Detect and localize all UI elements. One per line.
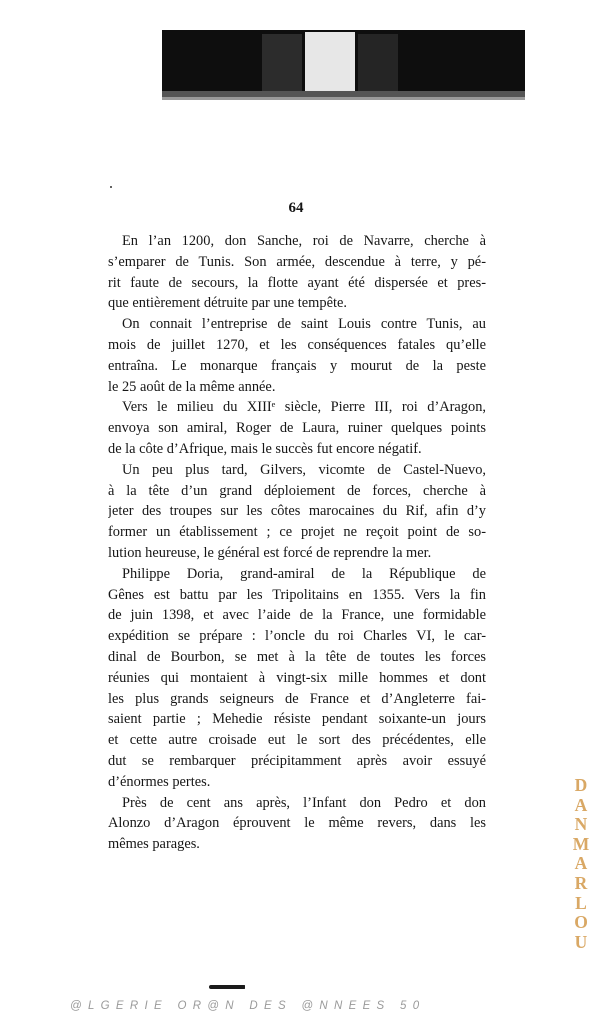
text-line: dut se rembarquer précipitamment après avoir essuyé bbox=[108, 752, 486, 769]
text-line: que entièrement détruite par une tempête. bbox=[108, 295, 347, 312]
text-line: réunies qui montaient à vingt-six mille hommes et dont bbox=[108, 669, 486, 686]
text-line: Près de cent ans après, l’Infant don Pedro et don bbox=[122, 794, 486, 811]
scan-strip-dark-left bbox=[262, 34, 302, 96]
stamp-letter: N bbox=[574, 814, 588, 835]
margin-watermark-stamp bbox=[571, 776, 591, 952]
scan-strip-light bbox=[305, 32, 355, 96]
stamp-letter: A bbox=[574, 853, 588, 874]
ink-dash-mark bbox=[209, 985, 245, 989]
stamp-letter: M bbox=[572, 833, 590, 854]
text-line: mois de juillet 1270, et les conséquences fatales qu’elle bbox=[108, 336, 486, 353]
text-line: En l’an 1200, don Sanche, roi de Navarre, cherche à bbox=[122, 233, 486, 249]
text-line: saient partie ; Mehedie résiste pendant soixante-un jours bbox=[108, 711, 486, 728]
text-line: le 25 août de la même année. bbox=[108, 378, 276, 395]
text-line: dinal de Bourbon, se met à la tête de toutes les forces bbox=[108, 648, 486, 665]
stamp-letter: O bbox=[574, 912, 588, 933]
text-line: On connait l’entreprise de saint Louis contre Tunis, au bbox=[122, 316, 486, 333]
body-text bbox=[108, 231, 486, 855]
stamp-letter: U bbox=[574, 931, 588, 952]
text-line: et cette autre croisade eut le sort des précédentes, elle bbox=[108, 732, 486, 749]
text-line: de la côte d’Afrique, mais le succès fut encore négatif. bbox=[108, 440, 422, 457]
text-line: lution heureuse, le général est forcé de reprendre la mer. bbox=[108, 544, 432, 561]
text-line: former un établissement ; ce projet ne reçoit point de so- bbox=[108, 524, 486, 541]
text-line: Alonzo d’Aragon éprouvent le même revers, dans les bbox=[108, 815, 486, 832]
text-line: jeter des troupes sur les côtes marocaines du Rif, afin d’y bbox=[108, 503, 486, 520]
ink-speck bbox=[110, 186, 112, 188]
text-line: les plus grands seigneurs de France et d’Angleterre fai- bbox=[108, 690, 486, 707]
text-line: Vers le milieu du XIIIᵉ siècle, Pierre III, roi d’Aragon, bbox=[122, 399, 486, 416]
stamp-letter: R bbox=[574, 872, 588, 893]
page-number: 64 bbox=[288, 200, 304, 216]
text-line: entraîna. Le monarque français y mourut de la peste bbox=[108, 357, 486, 374]
text-line: rit faute de secours, la flotte ayant été dispersée et pres- bbox=[108, 274, 486, 291]
text-line: Gênes est battu par les Tripolitains en 1355. Vers la fin bbox=[108, 586, 486, 603]
text-line: envoya son amiral, Roger de Laura, ruiner quelques points bbox=[108, 420, 486, 437]
scan-strip-dark-right bbox=[358, 34, 398, 96]
stamp-letter: L bbox=[575, 892, 587, 913]
text-line: de juin 1398, et avec l’aide de la France, une formidable bbox=[108, 607, 486, 624]
text-line: mêmes parages. bbox=[108, 836, 200, 853]
scan-edge-fade bbox=[162, 97, 525, 100]
text-line: Un peu plus tard, Gilvers, vicomte de Castel-Nuevo, bbox=[122, 461, 486, 478]
stamp-letter: D bbox=[574, 775, 588, 795]
text-line: expédition se prépare : l’oncle du roi Charles VI, le car- bbox=[108, 628, 486, 645]
text-line: à la tête d’un grand déploiement de forces, cherche à bbox=[108, 482, 486, 499]
footer-watermark: @LGERIE OR@N DES @NNEES 50 bbox=[70, 1000, 426, 1012]
scan-header-bar bbox=[162, 30, 525, 100]
text-line: Philippe Doria, grand-amiral de la République de bbox=[122, 565, 486, 582]
text-line: s’emparer de Tunis. Son armée, descendue à terre, y pé- bbox=[108, 253, 486, 270]
text-line: d’énormes pertes. bbox=[108, 773, 211, 790]
stamp-letter: A bbox=[574, 794, 588, 815]
